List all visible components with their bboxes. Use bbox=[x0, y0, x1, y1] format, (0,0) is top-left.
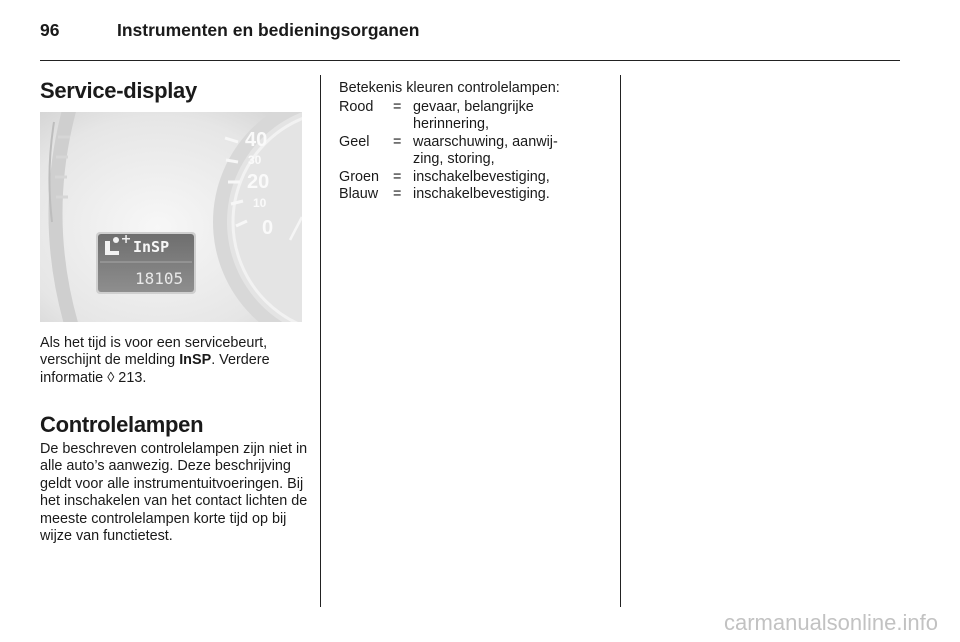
lcd-inspection-message: InSP bbox=[133, 238, 170, 256]
page-reference: 213. bbox=[114, 369, 147, 386]
legend-definition: inschakelbevestiging, bbox=[413, 168, 550, 185]
legend-definition-line: waarschuwing, aanwij- bbox=[413, 133, 558, 150]
controlelampen-heading: Controlelampen bbox=[40, 412, 204, 437]
service-paragraph bbox=[40, 335, 315, 387]
service-display-heading: Service-display bbox=[40, 78, 197, 103]
insp-keyword: InSP bbox=[179, 352, 212, 369]
legend-definition bbox=[413, 99, 613, 134]
header-divider bbox=[40, 60, 900, 61]
service-text-2: . Verdere informatie bbox=[40, 352, 270, 386]
service-text-1: Als het tijd is voor een servicebeurt, verschijnt de melding bbox=[40, 335, 268, 369]
speed-label-30: 30 bbox=[248, 153, 262, 167]
column-divider-left bbox=[320, 75, 321, 607]
speed-label-20: 20 bbox=[247, 171, 270, 193]
controlelampen-paragraph: De beschreven controlelampen zijn niet in alle auto’s aanwezig. Deze beschrijving geldt voor alle instrumentuitvoeringen. Bij het inschakelen van het contact lichten de meeste controlelampen korte tijd op bij wijze van functietest. bbox=[40, 441, 308, 545]
legend-label: Groen bbox=[339, 168, 379, 185]
legend-definition bbox=[413, 134, 613, 169]
legend-equals: = bbox=[393, 168, 402, 185]
legend-definition-line: herinnering, bbox=[413, 116, 490, 133]
speed-label-0: 0 bbox=[262, 217, 274, 239]
legend-definition-line: zing, storing, bbox=[413, 151, 495, 168]
page-number: 96 bbox=[40, 20, 60, 40]
instrument-cluster-photo bbox=[40, 112, 302, 322]
column-divider-right bbox=[620, 75, 621, 607]
legend-equals: = bbox=[393, 133, 402, 150]
legend-intro: Betekenis kleuren controlelampen: bbox=[339, 80, 560, 96]
speed-label-10: 10 bbox=[253, 196, 267, 210]
legend-label: Geel bbox=[339, 133, 370, 150]
legend-label: Blauw bbox=[339, 185, 379, 202]
page-reference-icon: ◊ bbox=[107, 369, 115, 386]
legend-definition-line: gevaar, belangrijke bbox=[413, 99, 534, 115]
watermark: carmanualsonline.info bbox=[723, 610, 938, 635]
legend-definition: inschakelbevestiging. bbox=[413, 185, 550, 202]
legend-equals: = bbox=[393, 99, 402, 115]
speed-label-40: 40 bbox=[245, 129, 268, 151]
page-title: Instrumenten en bedieningsorganen bbox=[117, 20, 420, 40]
lcd-odometer: 18105 bbox=[135, 269, 184, 288]
instrument-cluster-illustration bbox=[40, 112, 302, 322]
legend-equals: = bbox=[393, 185, 402, 202]
legend-label: Rood bbox=[339, 99, 374, 115]
